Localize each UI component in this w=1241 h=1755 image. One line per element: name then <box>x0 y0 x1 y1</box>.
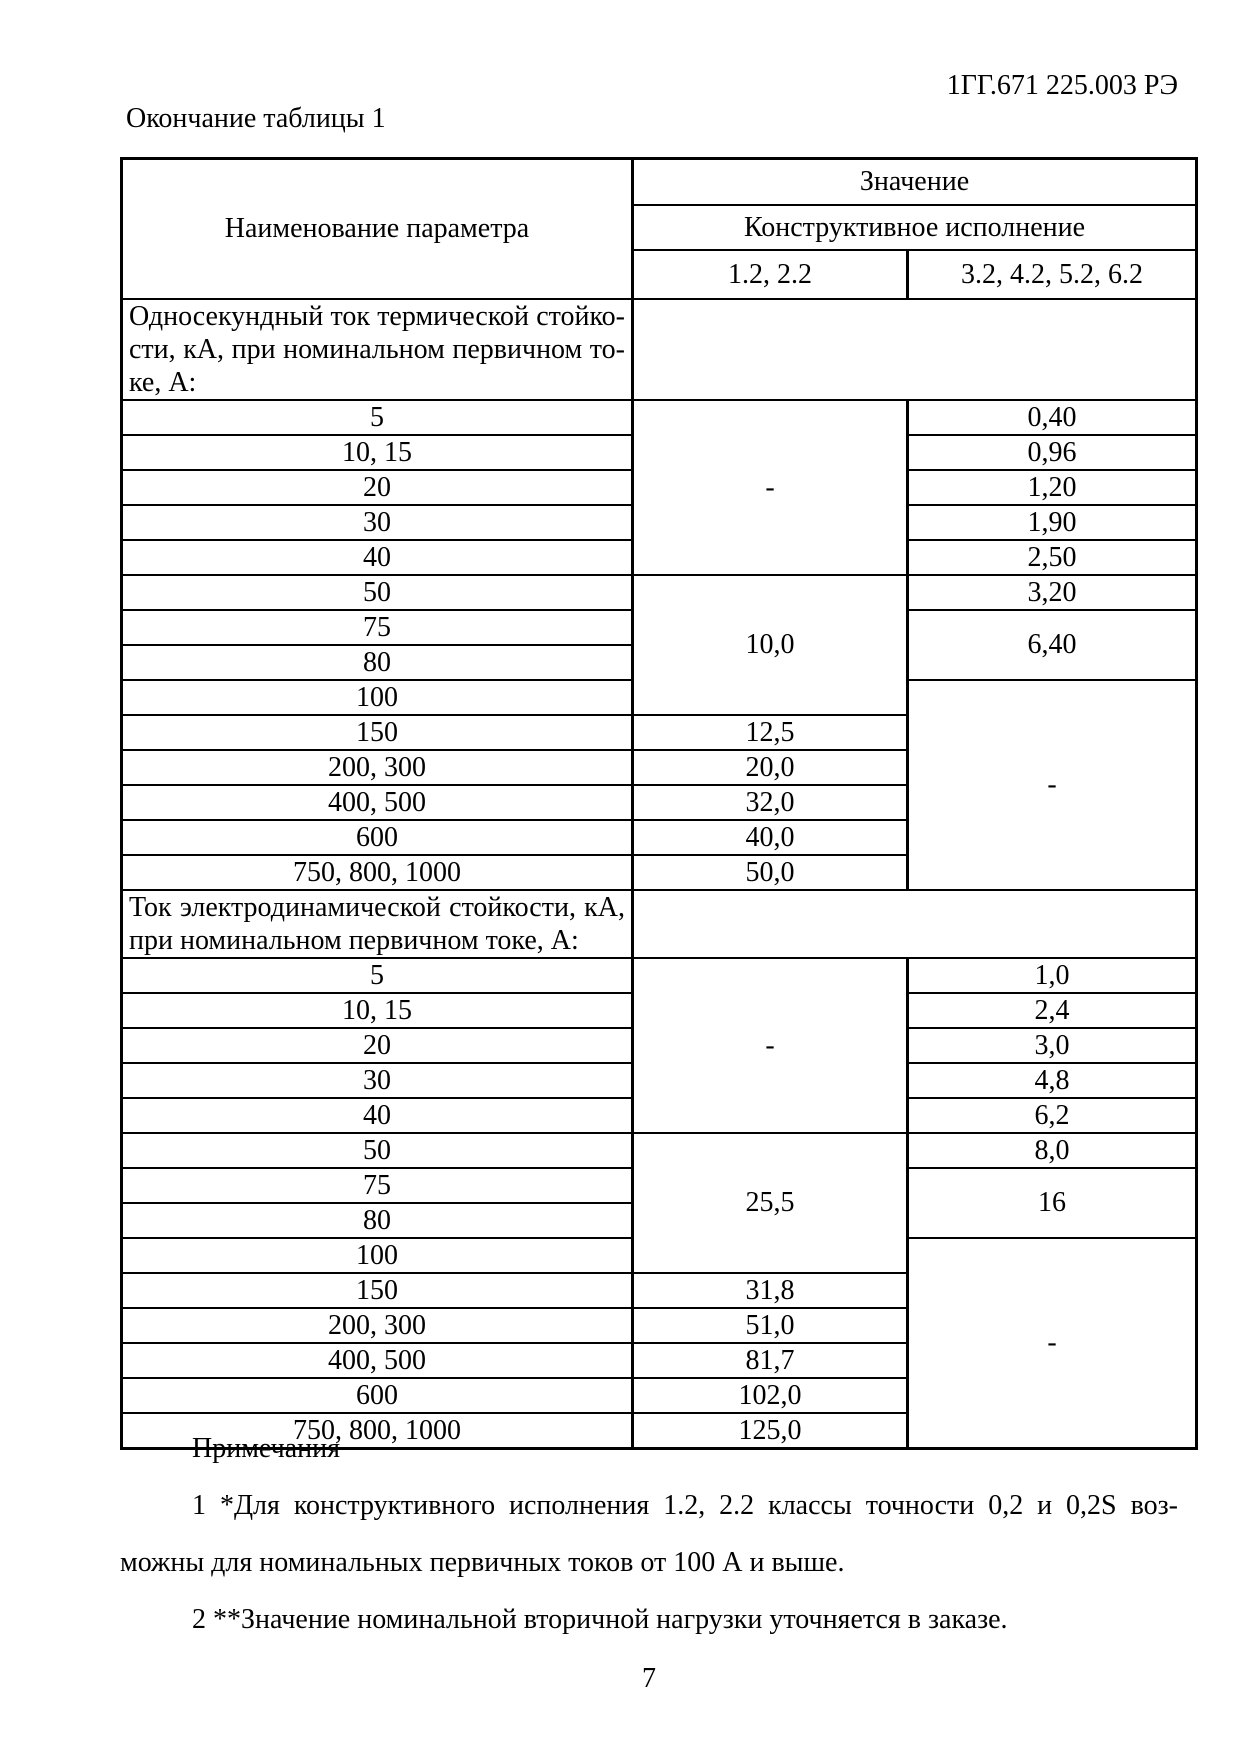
table-cell: 32,0 <box>633 785 908 820</box>
table-cell: 30 <box>122 1063 633 1098</box>
table-cell: 20 <box>122 470 633 505</box>
table-cell: 80 <box>122 645 633 680</box>
dash-cell: - <box>908 1238 1197 1449</box>
section-title-line: при номинальном первичном токе, А: <box>129 924 579 956</box>
table-cell: 10, 15 <box>122 993 633 1028</box>
table-cell: 8,0 <box>908 1133 1197 1168</box>
table-cell: 600 <box>122 1378 633 1413</box>
table-cell: 150 <box>122 1273 633 1308</box>
table-row <box>122 890 1197 958</box>
table-cell: 40 <box>122 1098 633 1133</box>
parameters-table-body <box>122 159 1197 1449</box>
note-1 <box>120 1477 1178 1591</box>
empty-cell <box>633 890 1197 958</box>
table-cell: 0,40 <box>908 400 1197 435</box>
table-cell: 1,20 <box>908 470 1197 505</box>
section-title-line: сти, кА, при номинальном первичном то- <box>129 333 625 365</box>
table-cell: 25,5 <box>633 1133 908 1273</box>
table-cell: 200, 300 <box>122 1308 633 1343</box>
table-cell: 5 <box>122 400 633 435</box>
table-cell: 750, 800, 1000 <box>122 1413 633 1449</box>
table-caption: Окончание таблицы 1 <box>126 103 386 134</box>
table-cell: 51,0 <box>633 1308 908 1343</box>
dash-cell: - <box>908 680 1197 890</box>
header-variant-3-2-4-2-5-2-6-2: 3.2, 4.2, 5.2, 6.2 <box>908 250 1197 299</box>
table-cell: 1,0 <box>908 958 1197 993</box>
dash-cell: - <box>633 958 908 1133</box>
page-number: 7 <box>642 1663 656 1694</box>
table-cell: 20,0 <box>633 750 908 785</box>
table-cell: 150 <box>122 715 633 750</box>
table-cell: 100 <box>122 1238 633 1273</box>
table-cell: 10, 15 <box>122 435 633 470</box>
table-cell: 81,7 <box>633 1343 908 1378</box>
table-cell: 6,2 <box>908 1098 1197 1133</box>
table-cell: 3,20 <box>908 575 1197 610</box>
table-row <box>122 400 1197 435</box>
table-cell: 5 <box>122 958 633 993</box>
header-design-version: Конструктивное исполнение <box>633 205 1197 250</box>
table-cell: 75 <box>122 1168 633 1203</box>
text-line: можны для номинальных первичных токов от 100 А и выше. <box>120 1547 845 1578</box>
table-cell: 40 <box>122 540 633 575</box>
table-cell: 50 <box>122 575 633 610</box>
table-cell: 0,96 <box>908 435 1197 470</box>
section-title-electrodynamic-withstand-current <box>122 890 633 958</box>
text-line: 2 **Значение номинальной вторичной нагрузки уточняется в заказе. <box>192 1604 1008 1635</box>
table-row <box>122 1133 1197 1168</box>
table-cell: 40,0 <box>633 820 908 855</box>
table-row <box>122 299 1197 400</box>
table-cell: 750, 800, 1000 <box>122 855 633 890</box>
document-number: 1ГГ.671 225.003 РЭ <box>946 70 1178 101</box>
table-cell: 16 <box>908 1168 1197 1238</box>
table-cell: 600 <box>122 820 633 855</box>
table-cell: 10,0 <box>633 575 908 715</box>
section-title-line: Односекундный ток термической стойко- <box>129 300 625 332</box>
table-cell: 6,40 <box>908 610 1197 680</box>
table-cell: 3,0 <box>908 1028 1197 1063</box>
table-cell: 1,90 <box>908 505 1197 540</box>
table-cell: 80 <box>122 1203 633 1238</box>
empty-cell <box>633 299 1197 400</box>
table-cell: 12,5 <box>633 715 908 750</box>
section-title-line: Ток электродинамической стойкости, кА, <box>129 891 625 923</box>
table-cell: 125,0 <box>633 1413 908 1449</box>
header-variant-1-2-2-2: 1.2, 2.2 <box>633 250 908 299</box>
table-cell: 100 <box>122 680 633 715</box>
table-cell: 400, 500 <box>122 785 633 820</box>
table-cell: 20 <box>122 1028 633 1063</box>
table-cell: 75 <box>122 610 633 645</box>
notes-heading: Примечания <box>192 1433 341 1464</box>
table-cell: 200, 300 <box>122 750 633 785</box>
table-cell: 31,8 <box>633 1273 908 1308</box>
table-cell: 30 <box>122 505 633 540</box>
text-line: 1 *Для конструктивного исполнения 1.2, 2.2 классы точности 0,2 и 0,2S воз- <box>192 1490 1178 1521</box>
header-value: Значение <box>633 159 1197 205</box>
table-cell: 4,8 <box>908 1063 1197 1098</box>
table-cell: 50 <box>122 1133 633 1168</box>
table-cell: 102,0 <box>633 1378 908 1413</box>
table-cell: 50,0 <box>633 855 908 890</box>
table-row <box>122 958 1197 993</box>
header-parameter-name: Наименование параметра <box>122 159 633 299</box>
parameters-table <box>120 157 1198 1450</box>
notes-block <box>120 1420 1178 1648</box>
table-cell: 2,50 <box>908 540 1197 575</box>
table-row <box>122 159 1197 205</box>
dash-cell: - <box>633 400 908 575</box>
section-title-thermal-withstand-current <box>122 299 633 400</box>
note-2 <box>120 1591 1178 1648</box>
table-cell: 400, 500 <box>122 1343 633 1378</box>
table-row <box>122 575 1197 610</box>
section-title-line: ке, А: <box>129 366 197 398</box>
table-cell: 2,4 <box>908 993 1197 1028</box>
